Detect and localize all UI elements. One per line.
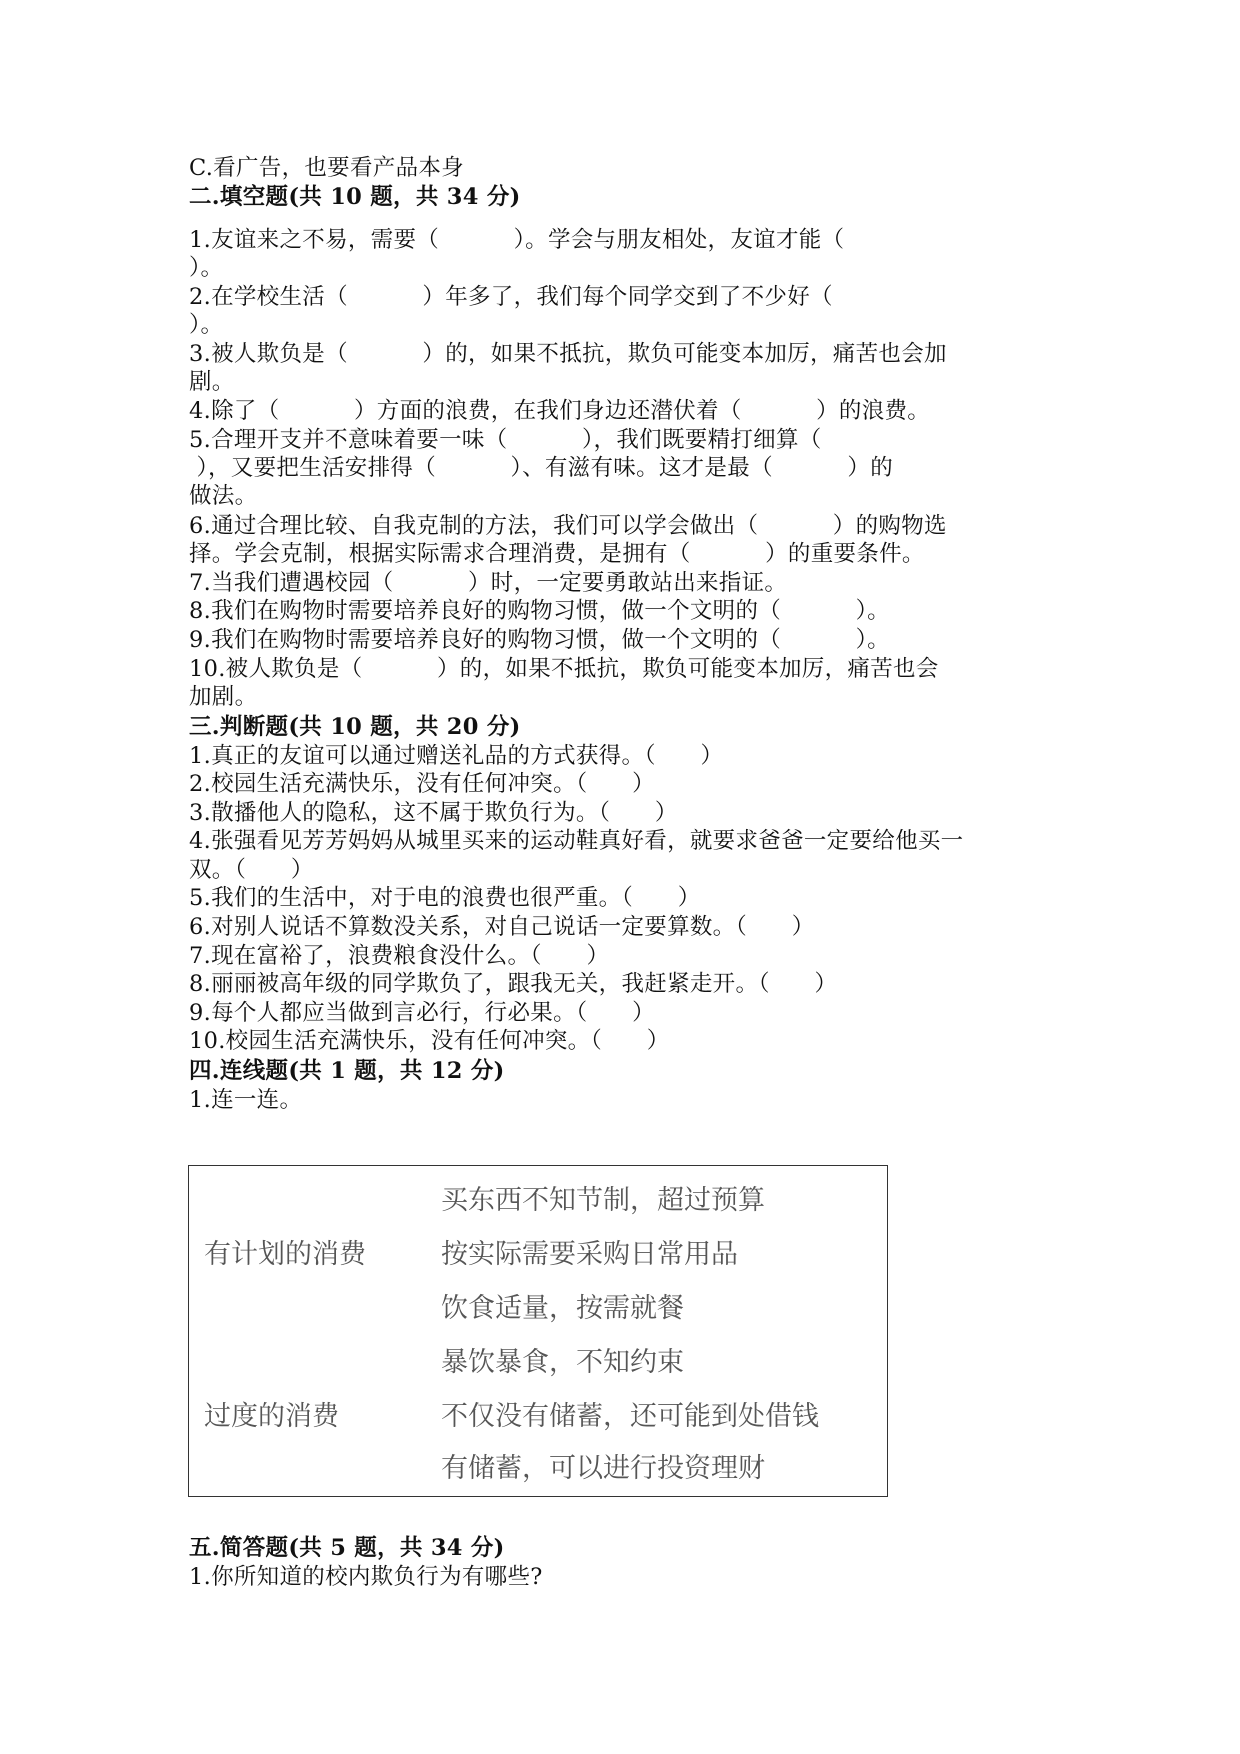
question-line: 1.连一连。 (189, 1087, 303, 1113)
question-line: 做法。 (189, 483, 258, 509)
section-heading: 二.填空题(共 10 题，共 34 分) (189, 184, 521, 210)
matching-right-item: 不仅没有储蓄，还可能到处借钱 (441, 1401, 819, 1432)
question-line: 8.丽丽被高年级的同学欺负了，跟我无关，我赶紧走开。（ ） (189, 971, 838, 997)
matching-left-item: 有计划的消费 (204, 1239, 366, 1270)
question-line: 加剧。 (189, 684, 258, 710)
question-line: 4.张强看见芳芳妈妈从城里买来的运动鞋真好看，就要求爸爸一定要给他买一 (189, 828, 964, 854)
question-line: 5.合理开支并不意味着要一味（ ），我们既要精打细算（ (189, 427, 822, 453)
matching-right-item: 饮食适量，按需就餐 (441, 1293, 684, 1324)
question-line: 1.真正的友谊可以通过赠送礼品的方式获得。（ ） (189, 743, 724, 769)
section-heading: 三.判断题(共 10 题，共 20 分) (189, 714, 521, 740)
question-line: 6.对别人说话不算数没关系，对自己说话一定要算数。（ ） (189, 914, 815, 940)
question-line: 剧。 (189, 369, 235, 395)
question-line: 5.我们的生活中，对于电的浪费也很严重。（ ） (189, 885, 701, 911)
matching-right-item: 暴饮暴食，不知约束 (441, 1347, 684, 1378)
section-heading: 五.简答题(共 5 题，共 34 分) (189, 1535, 505, 1561)
question-line: 3.散播他人的隐私，这不属于欺负行为。（ ） (189, 800, 678, 826)
matching-table (188, 1165, 888, 1497)
matching-right-item: 买东西不知节制，超过预算 (441, 1185, 765, 1216)
question-line: ）。 (189, 312, 224, 338)
question-line: 3.被人欺负是（ ）的，如果不抵抗，欺负可能变本加厉，痛苦也会加 (189, 341, 947, 367)
section-heading: 四.连线题(共 1 题，共 12 分) (189, 1058, 505, 1084)
question-line: 10.被人欺负是（ ）的，如果不抵抗，欺负可能变本加厉，痛苦也会 (189, 656, 939, 682)
question-line: C.看广告，也要看产品本身 (189, 155, 464, 181)
question-line: 7.当我们遭遇校园（ ）时，一定要勇敢站出来指证。 (189, 570, 788, 596)
matching-right-item: 有储蓄，可以进行投资理财 (441, 1453, 765, 1484)
question-line: ），又要把生活安排得（ ）、有滋有味。这才是最（ ）的 (189, 455, 893, 481)
question-line: 8.我们在购物时需要培养良好的购物习惯，做一个文明的（ ）。 (189, 598, 890, 624)
matching-right-item: 按实际需要采购日常用品 (441, 1239, 738, 1270)
question-line: 1.友谊来之不易，需要（ ）。学会与朋友相处，友谊才能（ (189, 227, 845, 253)
question-line: 9.我们在购物时需要培养良好的购物习惯，做一个文明的（ ）。 (189, 627, 890, 653)
question-line: 1.你所知道的校内欺负行为有哪些? (189, 1564, 543, 1590)
question-line: 2.在学校生活（ ）年多了，我们每个同学交到了不少好（ (189, 284, 833, 310)
question-line: 9.每个人都应当做到言必行，行必果。（ ） (189, 1000, 655, 1026)
question-line: 6.通过合理比较、自我克制的方法，我们可以学会做出（ ）的购物选 (189, 513, 947, 539)
question-line: ）。 (189, 255, 224, 281)
question-line: 双。（ ） (189, 857, 314, 883)
matching-left-item: 过度的消费 (204, 1401, 339, 1432)
question-line: 2.校园生活充满快乐，没有任何冲突。（ ） (189, 771, 655, 797)
question-line: 10.校园生活充满快乐，没有任何冲突。（ ） (189, 1028, 670, 1054)
question-line: 7.现在富裕了，浪费粮食没什么。（ ） (189, 943, 610, 969)
question-line: 择。学会克制，根据实际需求合理消费，是拥有（ ）的重要条件。 (189, 541, 925, 567)
question-line: 4.除了（ ）方面的浪费，在我们身边还潜伏着（ ）的浪费。 (189, 398, 931, 424)
